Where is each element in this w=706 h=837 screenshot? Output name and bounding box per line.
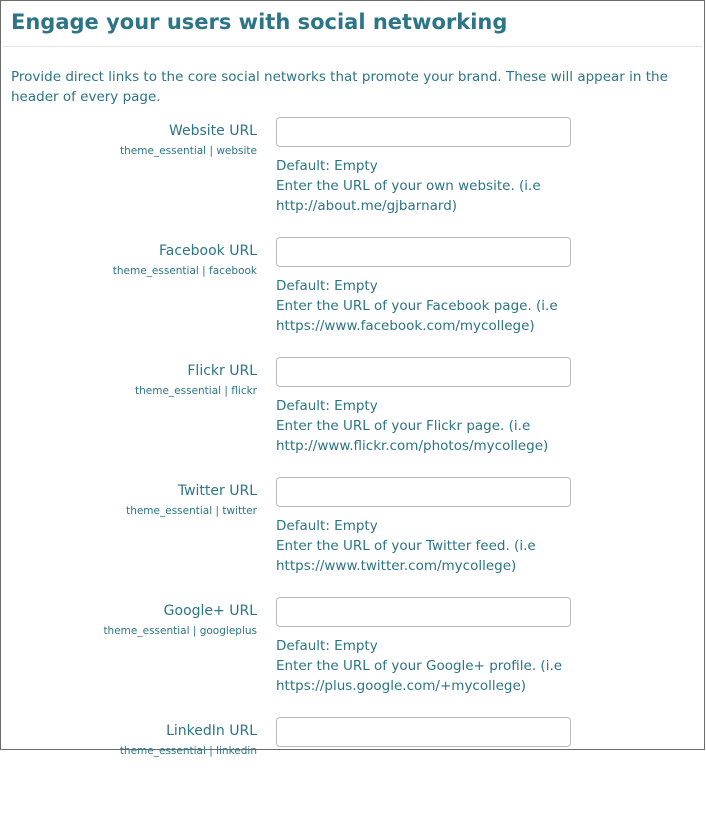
setting-key: theme_essential | website	[120, 145, 257, 157]
setting-googleplus	[1, 597, 706, 717]
flickr-url-input[interactable]	[276, 357, 571, 387]
setting-description: Enter the URL of your Facebook page. (i.e https://www.facebook.com/mycollege)	[276, 298, 558, 334]
setting-default: Default: Empty	[276, 278, 378, 294]
website-url-input[interactable]	[276, 117, 571, 147]
setting-default: Default: Empty	[276, 518, 378, 534]
setting-website	[1, 117, 706, 237]
linkedin-url-input[interactable]	[276, 717, 571, 747]
setting-description: Enter the URL of your Google+ profile. (i.e https://plus.google.com/+mycollege)	[276, 658, 563, 694]
setting-label: Flickr URL	[187, 363, 257, 379]
googleplus-url-input[interactable]	[276, 597, 571, 627]
setting-key: theme_essential | linkedin	[119, 745, 257, 757]
setting-key: theme_essential | flickr	[135, 385, 257, 397]
setting-default: Default: Empty	[276, 158, 378, 174]
setting-label: Facebook URL	[158, 243, 257, 259]
section-intro: Provide direct links to the core social networks that promote your brand. These will appear in the header of every page.	[11, 69, 668, 105]
setting-flickr	[1, 357, 706, 477]
setting-default: Default: Empty	[276, 638, 378, 654]
setting-key: theme_essential | facebook	[112, 265, 257, 277]
setting-description: Enter the URL of your own website. (i.e http://about.me/gjbarnard)	[276, 178, 541, 214]
page-title: Engage your users with social networking	[11, 10, 508, 34]
setting-label: LinkedIn URL	[166, 723, 257, 739]
setting-linkedin	[1, 717, 706, 837]
setting-default: Default: Empty	[276, 398, 378, 414]
setting-label: Website URL	[168, 123, 257, 139]
setting-label: Google+ URL	[163, 603, 257, 619]
twitter-url-input[interactable]	[276, 477, 571, 507]
setting-description: Enter the URL of your Flickr page. (i.e http://www.flickr.com/photos/mycollege)	[276, 418, 549, 454]
setting-facebook	[1, 237, 706, 357]
facebook-url-input[interactable]	[276, 237, 571, 267]
title-divider	[3, 46, 702, 47]
setting-description: Enter the URL of your Twitter feed. (i.e https://www.twitter.com/mycollege)	[276, 538, 536, 574]
setting-key: theme_essential | twitter	[126, 505, 257, 517]
setting-label: Twitter URL	[177, 483, 257, 499]
setting-key: theme_essential | googleplus	[103, 625, 257, 637]
setting-twitter	[1, 477, 706, 597]
